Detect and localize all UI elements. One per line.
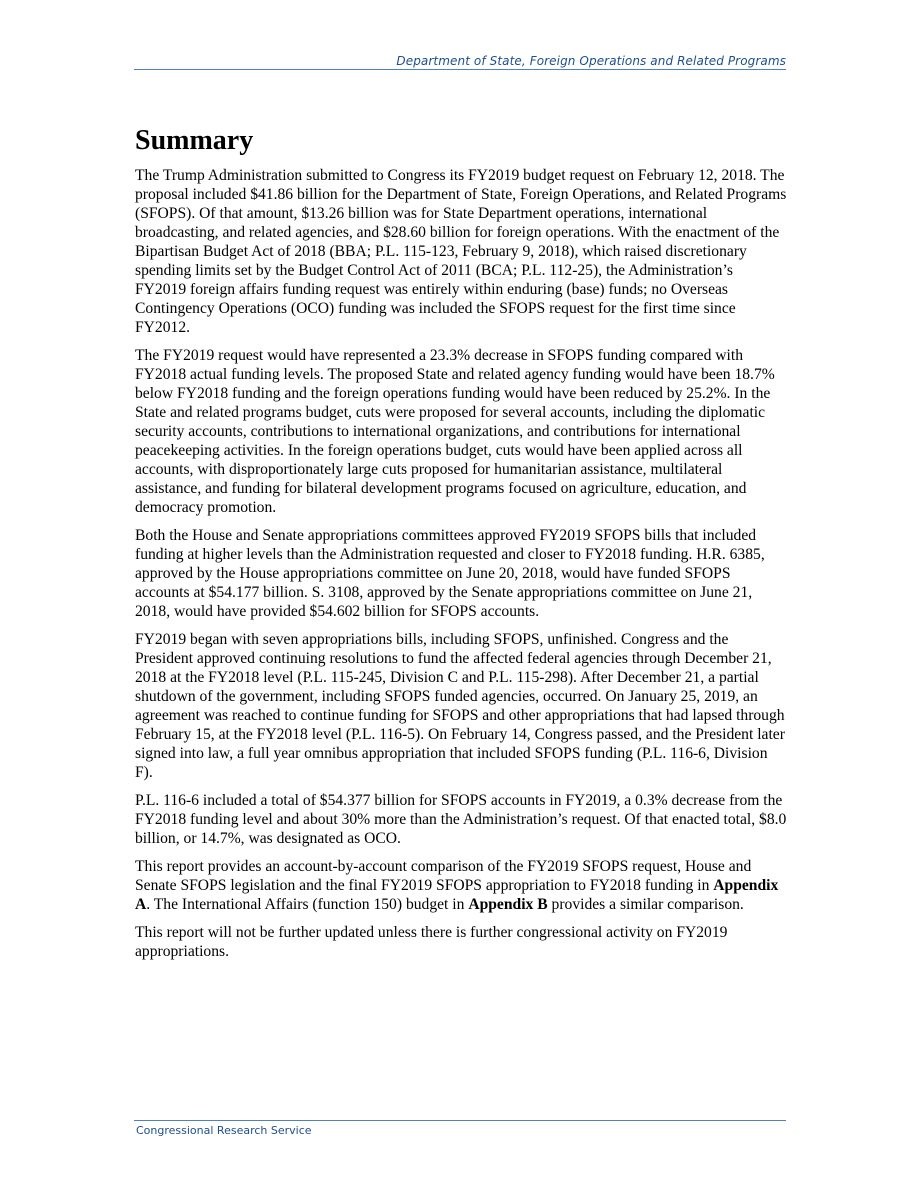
footer-rule (134, 1120, 786, 1121)
paragraph-update-notice: This report will not be further updated unless there is further congressional activity on FY2019 appropriations. (135, 924, 728, 960)
report-scope-text-1: This report provides an account-by-account comparison of the FY2019 SFOPS request, House and Senate SFOPS legislation and the final FY2019 SFOPS appropriation to FY2018 funding in (135, 858, 752, 894)
footer-publisher: Congressional Research Service (136, 1124, 312, 1137)
header-rule (134, 69, 786, 70)
report-scope-text-2: . The International Affairs (function 150) budget in (146, 896, 469, 913)
paragraph-request-overview: The Trump Administration submitted to Congress its FY2019 budget request on February 12, 2018. The proposal included $41.86 billion for the Department of State, Foreign Operations, and Related Programs (SFOPS). Of that amount, $13.26 billion was for State Department operations, international broadcasting, and related agencies, and $28.60 billion for foreign operations. With the enactment of the Bipartisan Budget Act of 2018 (BBA; P.L. 115-123, February 9, 2018), which raised discretionary spending limits set by the Budget Control Act of 2011 (BCA; P.L. 112-25), the Administration’s FY2019 foreign affairs funding request was entirely within enduring (base) funds; no Overseas Contingency Operations (OCO) funding was included the SFOPS request for the first time since FY2012. (135, 167, 787, 336)
appendix-b-reference: Appendix B (468, 896, 548, 913)
paragraph-enacted-total: P.L. 116-6 included a total of $54.377 billion for SFOPS accounts in FY2019, a 0.3% decrease from the FY2018 funding level and about 30% more than the Administration’s request. Of that enacted total, $8.0 billion, or 14.7%, was designated as OCO. (135, 792, 787, 847)
paragraph-request-comparison: The FY2019 request would have represented a 23.3% decrease in SFOPS funding compared with FY2018 actual funding levels. The proposed State and related agency funding would have been 18.7% below FY2018 funding and the foreign operations funding would have been reduced by 25.2%. In the State and related programs budget, cuts were proposed for several accounts, including the diplomatic security accounts, contributions to international organizations, and contributions for international peacekeeping activities. In the foreign operations budget, cuts would have been applied across all accounts, with disproportionately large cuts proposed for humanitarian assistance, multilateral assistance, and funding for bilateral development programs focused on agriculture, education, and democracy promotion. (135, 347, 775, 516)
running-header: Department of State, Foreign Operations and Related Programs (396, 54, 786, 68)
report-scope-text-3: provides a similar comparison. (547, 896, 744, 913)
paragraph-report-scope (135, 857, 787, 914)
report-body (135, 122, 787, 970)
paragraph-continuing-resolutions: FY2019 began with seven appropriations bills, including SFOPS, unfinished. Congress and the President approved continuing resolutions to fund the affected federal agencies through December 21, 2018 at the FY2018 level (P.L. 115-245, Division C and P.L. 115-298). After December 21, a partial shutdown of the government, including SFOPS funded agencies, occurred. On January 25, 2019, an agreement was reached to continue funding for SFOPS and other appropriations that had lapsed through February 15, at the FY2018 level (P.L. 116-5). On February 14, Congress passed, and the President later signed into law, a full year omnibus appropriation that included SFOPS funding (P.L. 116-6, Division F). (135, 631, 785, 781)
section-title: Summary (135, 125, 254, 156)
appendix-a-reference: Appendix A (135, 877, 779, 913)
paragraph-committee-action: Both the House and Senate appropriations committees approved FY2019 SFOPS bills that included funding at higher levels than the Administration requested and closer to FY2018 funding. H.R. 6385, approved by the House appropriations committee on June 20, 2018, would have funded SFOPS accounts at $54.177 billion. S. 3108, approved by the Senate appropriations committee on June 21, 2018, would have provided $54.602 billion for SFOPS accounts. (135, 527, 765, 620)
